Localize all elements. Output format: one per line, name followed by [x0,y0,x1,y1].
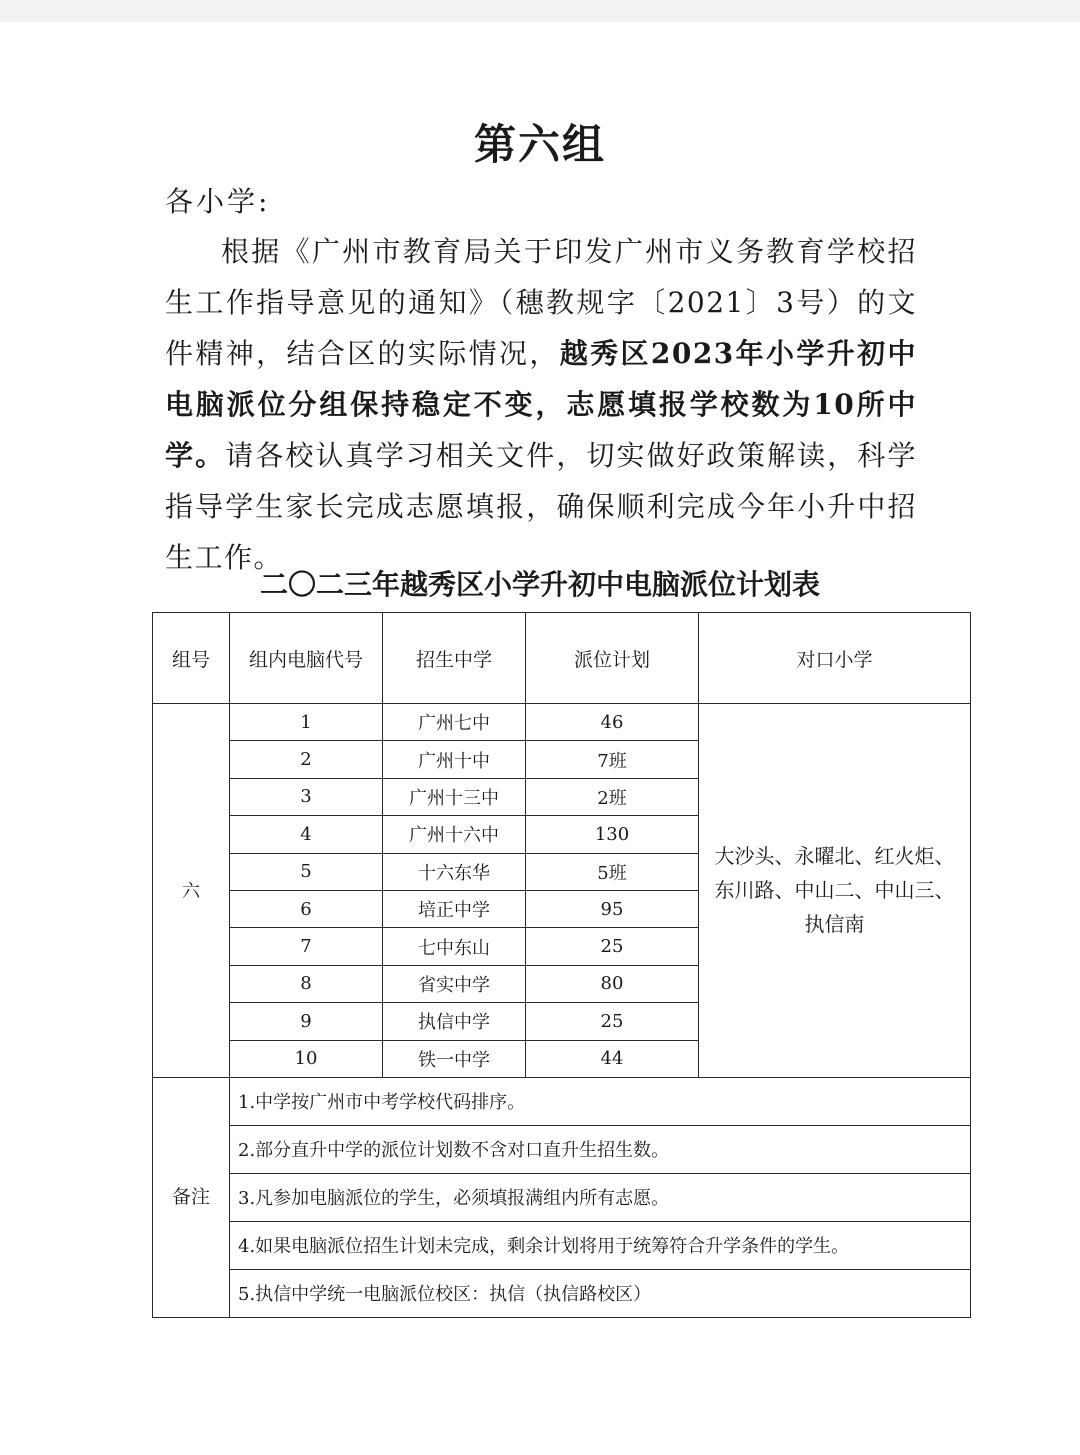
table-header-row [153,613,971,704]
school-cell: 七中东山 [383,928,526,965]
page-title: 第六组 [473,120,606,169]
code-cell: 8 [230,965,383,1002]
plan-cell: 80 [526,965,699,1002]
code-cell: 10 [230,1040,383,1077]
school-cell: 铁一中学 [383,1040,526,1077]
allocation-plan-table [152,612,971,1318]
note-row [153,1269,971,1317]
plan-cell: 2班 [526,778,699,815]
header-cell: 组号 [153,613,230,704]
table-row [153,704,971,741]
plan-cell: 130 [526,816,699,853]
school-cell: 十六东华 [383,853,526,890]
plan-cell: 25 [526,1003,699,1040]
feeder-schools-cell: 大沙头、永曜北、红火炬、东川路、中山二、中山三、执信南 [699,704,971,1078]
code-cell: 2 [230,741,383,778]
code-cell: 1 [230,704,383,741]
note-row [153,1173,971,1221]
code-cell: 7 [230,928,383,965]
salutation: 各小学: [165,185,271,218]
plan-cell: 7班 [526,741,699,778]
school-cell: 广州十中 [383,741,526,778]
plan-cell: 5班 [526,853,699,890]
note-cell: 3.凡参加电脑派位的学生，必须填报满组内所有志愿。 [230,1173,971,1221]
code-cell: 3 [230,778,383,815]
school-cell: 广州十三中 [383,778,526,815]
note-row [153,1077,971,1125]
school-cell: 培正中学 [383,890,526,927]
code-cell: 4 [230,816,383,853]
school-cell: 省实中学 [383,965,526,1002]
note-cell: 5.执信中学统一电脑派位校区：执信（执信路校区） [230,1269,971,1317]
header-cell: 派位计划 [526,613,699,704]
code-cell: 6 [230,890,383,927]
school-cell: 广州十六中 [383,816,526,853]
header-cell: 招生中学 [383,613,526,704]
school-cell: 广州七中 [383,704,526,741]
note-row [153,1125,971,1173]
paragraph-bold: 越秀区2023年小学升初中电脑派位分组保持稳定不变，志愿填报学校数为10所中学。 [165,337,917,472]
plan-cell: 44 [526,1040,699,1077]
code-cell: 5 [230,853,383,890]
note-cell: 2.部分直升中学的派位计划数不含对口直升生招生数。 [230,1125,971,1173]
school-cell: 执信中学 [383,1003,526,1040]
top-bar [0,0,1080,22]
group-cell: 六 [153,704,230,1078]
note-cell: 1.中学按广州市中考学校代码排序。 [230,1077,971,1125]
notes-label-cell: 备注 [153,1077,230,1317]
code-cell: 9 [230,1003,383,1040]
notice-paragraph [165,226,917,583]
paragraph-part1: 根据《广州市教育局关于印发广州市义务教育学校招生工作指导意见的通知》（穗教规字〔2021〕3号）的文件精神，结合区的实际情况， [165,235,917,370]
plan-cell: 25 [526,928,699,965]
table-title: 二〇二三年越秀区小学升初中电脑派位计划表 [259,568,820,601]
plan-cell: 95 [526,890,699,927]
header-cell: 组内电脑代号 [230,613,383,704]
header-cell: 对口小学 [699,613,971,704]
note-row [153,1221,971,1269]
note-cell: 4.如果电脑派位招生计划未完成，剩余计划将用于统筹符合升学条件的学生。 [230,1221,971,1269]
plan-cell: 46 [526,704,699,741]
paragraph-part2: 请各校认真学习相关文件，切实做好政策解读，科学指导学生家长完成志愿填报，确保顺利完成今年小升中招生工作。 [165,439,917,574]
